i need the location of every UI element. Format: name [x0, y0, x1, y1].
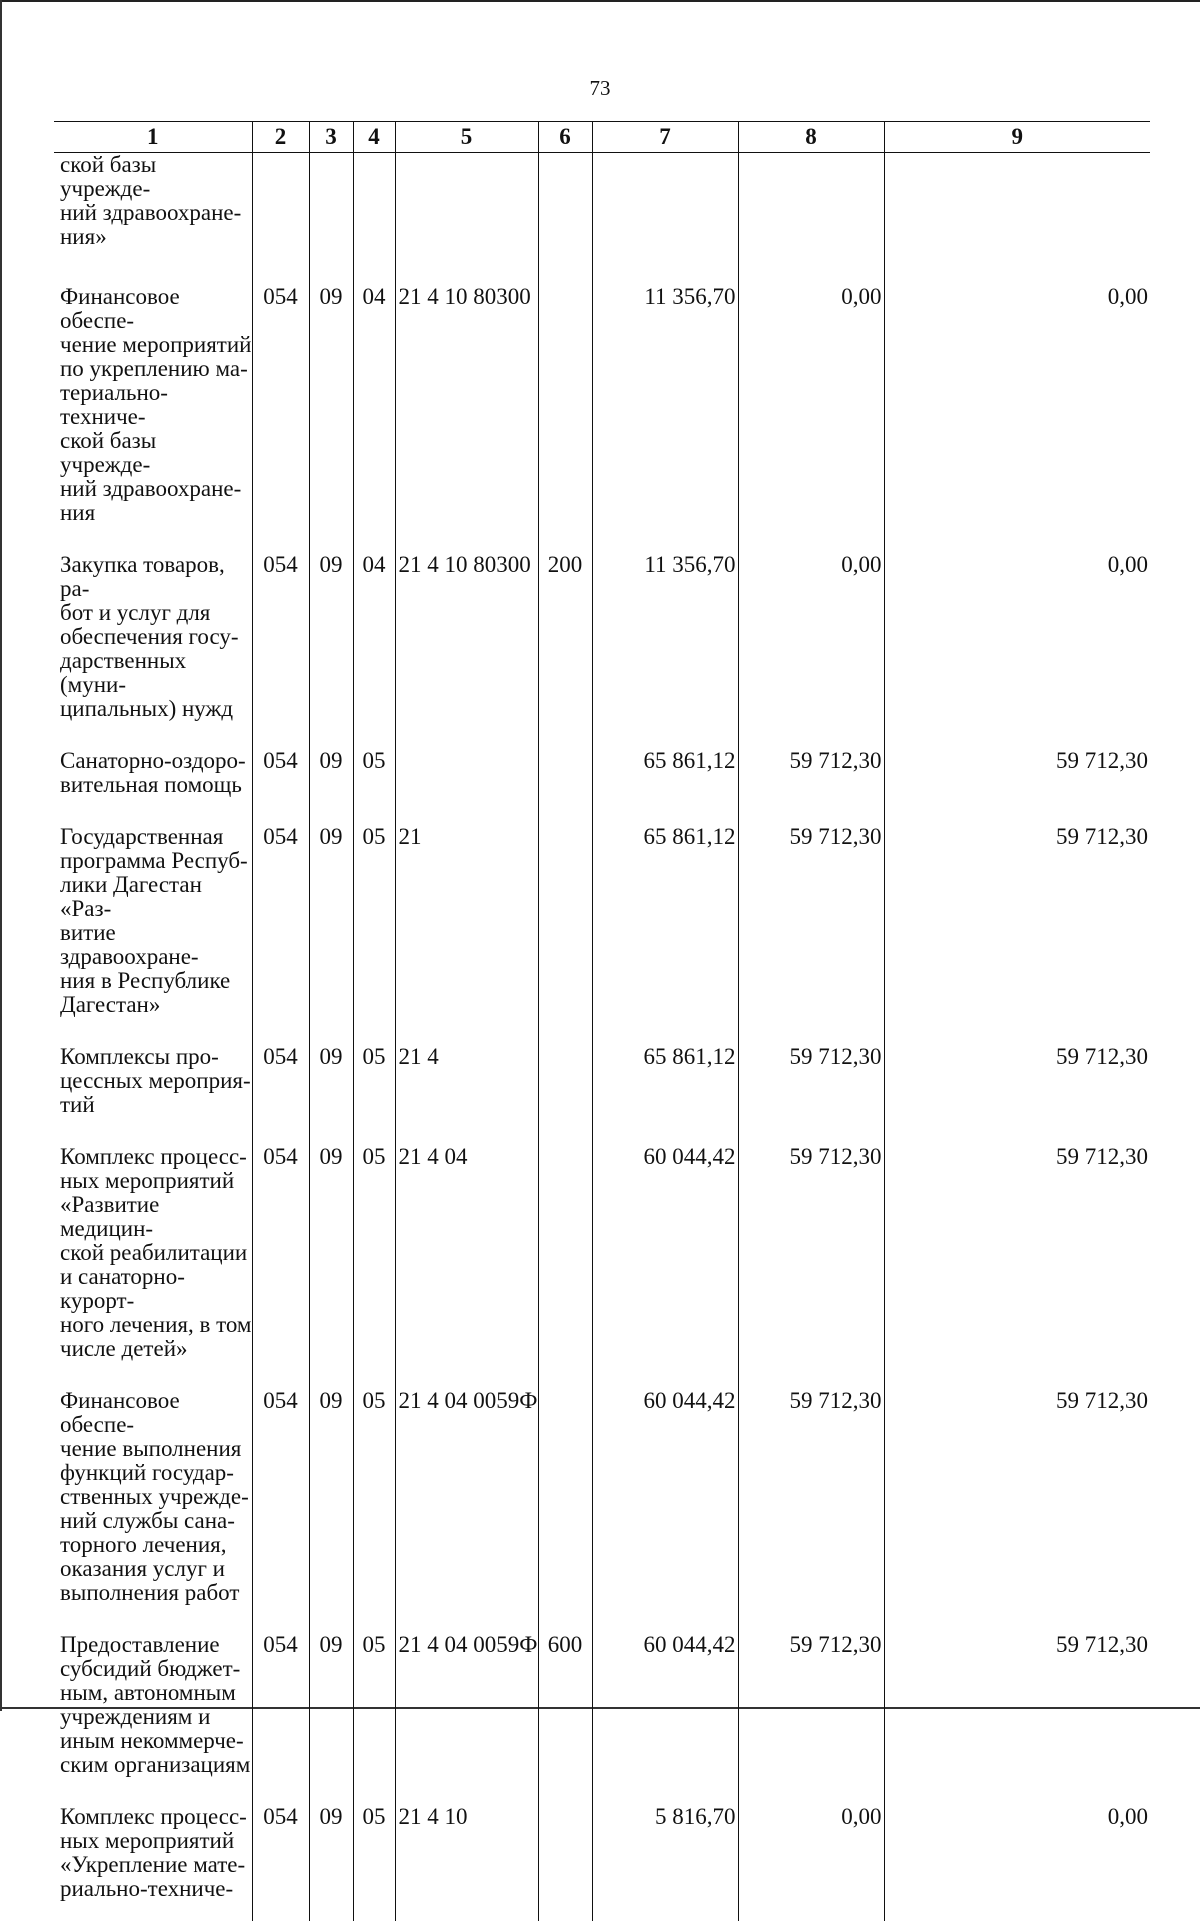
row-name-cell	[54, 1145, 252, 1389]
cell-col-2	[252, 277, 309, 553]
cell-col-5	[395, 1805, 538, 1921]
cell-col-5	[395, 277, 538, 553]
cell-value: 21 4 10 80300	[398, 552, 531, 577]
cell-col-7	[592, 1045, 738, 1145]
cell-value: 054	[263, 748, 298, 773]
cell-value: 09	[319, 1144, 343, 1169]
cell-col-4	[353, 153, 395, 278]
cell-value: 09	[319, 748, 343, 773]
cell-value: 05	[362, 824, 386, 849]
cell-col-4	[353, 825, 395, 1045]
cell-col-8	[738, 277, 884, 553]
cell-col-6	[538, 1633, 592, 1805]
cell-value: 65 861,12	[643, 1044, 736, 1069]
row-name-cell	[54, 153, 252, 278]
row-name-cell	[54, 553, 252, 749]
cell-value: 600	[547, 1632, 583, 1657]
cell-col-6	[538, 277, 592, 553]
cell-col-5	[395, 1145, 538, 1389]
cell-value: 05	[362, 1388, 386, 1413]
header-cell: 2	[252, 122, 309, 153]
cell-value: 05	[362, 1044, 386, 1069]
cell-col-3	[309, 1145, 353, 1389]
cell-col-3	[309, 1045, 353, 1145]
header-cell: 1	[54, 122, 252, 153]
row-name-text: Финансовое обеспе- чение выполнения функций государ- ственных учрежде- ний службы сана- торного лечения, оказания услуг и выполнения работ	[60, 1388, 249, 1605]
cell-col-5	[395, 1389, 538, 1633]
cell-col-9	[884, 153, 1150, 278]
cell-col-2	[252, 825, 309, 1045]
cell-col-9	[884, 277, 1150, 553]
cell-value: 59 712,30	[789, 748, 882, 773]
header-cell: 5	[395, 122, 538, 153]
cell-value: 21 4 10 80300	[398, 284, 531, 309]
row-name-text: ской базы учрежде- ний здравоохране- ния»	[60, 152, 242, 249]
cell-value: 054	[263, 1804, 298, 1829]
table-row	[54, 1045, 1150, 1145]
cell-value: 5 816,70	[655, 1804, 736, 1829]
cell-col-2	[252, 1389, 309, 1633]
cell-value: 04	[362, 284, 386, 309]
scan-edge-left	[0, 0, 2, 1711]
cell-col-5	[395, 1045, 538, 1145]
cell-col-3	[309, 1805, 353, 1921]
cell-col-6	[538, 1145, 592, 1389]
row-name-text: Предоставление субсидий бюджет- ным, автономным учреждениям и иным некоммерче- ским организациям	[60, 1632, 251, 1777]
cell-value: 09	[319, 1632, 343, 1657]
cell-value: 09	[319, 824, 343, 849]
budget-table	[54, 121, 1150, 1921]
cell-col-6	[538, 153, 592, 278]
row-name-cell	[54, 825, 252, 1045]
cell-value: 59 712,30	[1056, 1388, 1148, 1413]
cell-value: 0,00	[841, 284, 882, 309]
cell-value: 21 4	[398, 1044, 439, 1069]
cell-value: 21 4 04 0059Ф	[398, 1388, 538, 1413]
row-name-text: Закупка товаров, ра- бот и услуг для обеспечения госу- дарственных (муни- ципальных) нужд	[60, 552, 239, 721]
cell-col-8	[738, 1389, 884, 1633]
table-row	[54, 749, 1150, 825]
row-name-cell	[54, 1633, 252, 1805]
cell-col-7	[592, 153, 738, 278]
cell-col-3	[309, 749, 353, 825]
header-cell: 6	[538, 122, 592, 153]
row-name-cell	[54, 1805, 252, 1921]
cell-col-5	[395, 1633, 538, 1805]
cell-value: 65 861,12	[643, 824, 736, 849]
table-row	[54, 825, 1150, 1045]
row-name-cell	[54, 1045, 252, 1145]
scan-edge-top	[0, 0, 1200, 2]
table-row	[54, 553, 1150, 749]
cell-value: 60 044,42	[643, 1388, 736, 1413]
cell-value: 09	[319, 1044, 343, 1069]
cell-col-4	[353, 1805, 395, 1921]
cell-value: 05	[362, 1144, 386, 1169]
row-name-cell	[54, 749, 252, 825]
table-row	[54, 1633, 1150, 1805]
cell-col-8	[738, 749, 884, 825]
cell-value: 21 4 04 0059Ф	[398, 1632, 538, 1657]
cell-col-3	[309, 1633, 353, 1805]
cell-value: 59 712,30	[789, 1388, 882, 1413]
row-name-text: Финансовое обеспе- чение мероприятий по укреплению ма- териально-техниче- ской базы учрежде- ний здравоохране- ния	[60, 284, 252, 525]
cell-value: 054	[263, 552, 298, 577]
cell-col-6	[538, 1805, 592, 1921]
cell-col-7	[592, 1389, 738, 1633]
cell-col-4	[353, 277, 395, 553]
cell-value: 59 712,30	[1056, 1044, 1148, 1069]
cell-col-6	[538, 1389, 592, 1633]
cell-col-9	[884, 1805, 1150, 1921]
cell-value: 59 712,30	[1056, 1144, 1148, 1169]
cell-col-7	[592, 553, 738, 749]
cell-value: 09	[319, 284, 343, 309]
table-row	[54, 153, 1150, 278]
cell-value: 05	[362, 1804, 386, 1829]
cell-col-4	[353, 1389, 395, 1633]
header-cell: 8	[738, 122, 884, 153]
table-row	[54, 1145, 1150, 1389]
cell-col-8	[738, 553, 884, 749]
page-number: 73	[589, 76, 611, 100]
row-name-text: Комплекс процесс- ных мероприятий «Развитие медицин- ской реабилитации и санаторно-курорт- ного лечения, в том числе детей»	[60, 1144, 252, 1361]
cell-value: 11 356,70	[644, 284, 736, 309]
cell-value: 21	[398, 824, 422, 849]
header-cell: 3	[309, 122, 353, 153]
cell-value: 054	[263, 284, 298, 309]
cell-value: 59 712,30	[1056, 824, 1148, 849]
cell-col-9	[884, 1045, 1150, 1145]
cell-col-2	[252, 1145, 309, 1389]
cell-col-8	[738, 825, 884, 1045]
row-name-text: Комплекс процесс- ных мероприятий «Укрепление мате- риально-техниче-	[60, 1804, 247, 1901]
cell-col-5	[395, 749, 538, 825]
cell-value: 11 356,70	[644, 552, 736, 577]
cell-value: 054	[263, 1388, 298, 1413]
cell-value: 09	[319, 1388, 343, 1413]
cell-value: 09	[319, 1804, 343, 1829]
cell-value: 054	[263, 1632, 298, 1657]
cell-col-2	[252, 1633, 309, 1805]
cell-value: 21 4 10	[398, 1804, 468, 1829]
cell-col-9	[884, 553, 1150, 749]
header-cell: 7	[592, 122, 738, 153]
cell-value: 59 712,30	[789, 1632, 882, 1657]
cell-value: 200	[547, 552, 583, 577]
cell-col-4	[353, 1633, 395, 1805]
cell-col-7	[592, 1633, 738, 1805]
cell-col-3	[309, 153, 353, 278]
row-name-text: Санаторно-оздоро- вительная помощь	[60, 748, 246, 797]
cell-col-7	[592, 1805, 738, 1921]
cell-col-5	[395, 153, 538, 278]
cell-col-8	[738, 1045, 884, 1145]
cell-col-8	[738, 1633, 884, 1805]
cell-col-6	[538, 553, 592, 749]
cell-col-3	[309, 825, 353, 1045]
cell-value: 21 4 04	[398, 1144, 468, 1169]
cell-col-4	[353, 1145, 395, 1389]
cell-col-2	[252, 749, 309, 825]
cell-col-3	[309, 277, 353, 553]
cell-value: 59 712,30	[789, 1044, 882, 1069]
cell-col-8	[738, 1805, 884, 1921]
cell-value: 0,00	[841, 552, 882, 577]
cell-value: 60 044,42	[643, 1144, 736, 1169]
cell-value: 59 712,30	[789, 1144, 882, 1169]
cell-col-2	[252, 1045, 309, 1145]
cell-value: 054	[263, 1144, 298, 1169]
cell-value: 59 712,30	[1056, 1632, 1148, 1657]
table-row	[54, 1389, 1150, 1633]
header-cell: 9	[884, 122, 1150, 153]
cell-col-2	[252, 1805, 309, 1921]
cell-col-3	[309, 1389, 353, 1633]
cell-col-6	[538, 749, 592, 825]
cell-value: 05	[362, 1632, 386, 1657]
cell-value: 59 712,30	[789, 824, 882, 849]
row-name-cell	[54, 1389, 252, 1633]
cell-value: 09	[319, 552, 343, 577]
cell-value: 0,00	[841, 1804, 882, 1829]
cell-value: 59 712,30	[1056, 748, 1148, 773]
cell-col-4	[353, 749, 395, 825]
cell-col-2	[252, 153, 309, 278]
cell-value: 0,00	[1107, 284, 1148, 309]
cell-col-7	[592, 749, 738, 825]
cell-col-7	[592, 277, 738, 553]
cell-col-7	[592, 1145, 738, 1389]
cell-value: 054	[263, 824, 298, 849]
cell-value: 05	[362, 748, 386, 773]
cell-col-9	[884, 825, 1150, 1045]
cell-col-6	[538, 1045, 592, 1145]
cell-col-9	[884, 1145, 1150, 1389]
cell-value: 0,00	[1107, 552, 1148, 577]
row-name-cell	[54, 277, 252, 553]
cell-col-5	[395, 553, 538, 749]
cell-col-9	[884, 1633, 1150, 1805]
cell-value: 054	[263, 1044, 298, 1069]
table-row	[54, 1805, 1150, 1921]
cell-col-7	[592, 825, 738, 1045]
cell-col-8	[738, 1145, 884, 1389]
cell-col-9	[884, 749, 1150, 825]
cell-col-2	[252, 553, 309, 749]
header-cell: 4	[353, 122, 395, 153]
cell-value: 60 044,42	[643, 1632, 736, 1657]
header-row	[54, 122, 1150, 153]
cell-col-3	[309, 553, 353, 749]
cell-value: 0,00	[1107, 1804, 1148, 1829]
cell-value: 04	[362, 552, 386, 577]
row-name-text: Государственная программа Респуб- лики Дагестан «Раз- витие здравоохране- ния в Республике Дагестан»	[60, 824, 248, 1017]
cell-col-5	[395, 825, 538, 1045]
cell-value: 65 861,12	[643, 748, 736, 773]
cell-col-4	[353, 1045, 395, 1145]
table-row	[54, 277, 1150, 553]
cell-col-6	[538, 825, 592, 1045]
cell-col-9	[884, 1389, 1150, 1633]
cell-col-4	[353, 553, 395, 749]
cell-col-8	[738, 153, 884, 278]
row-name-text: Комплексы про- цессных мероприя- тий	[60, 1044, 251, 1117]
